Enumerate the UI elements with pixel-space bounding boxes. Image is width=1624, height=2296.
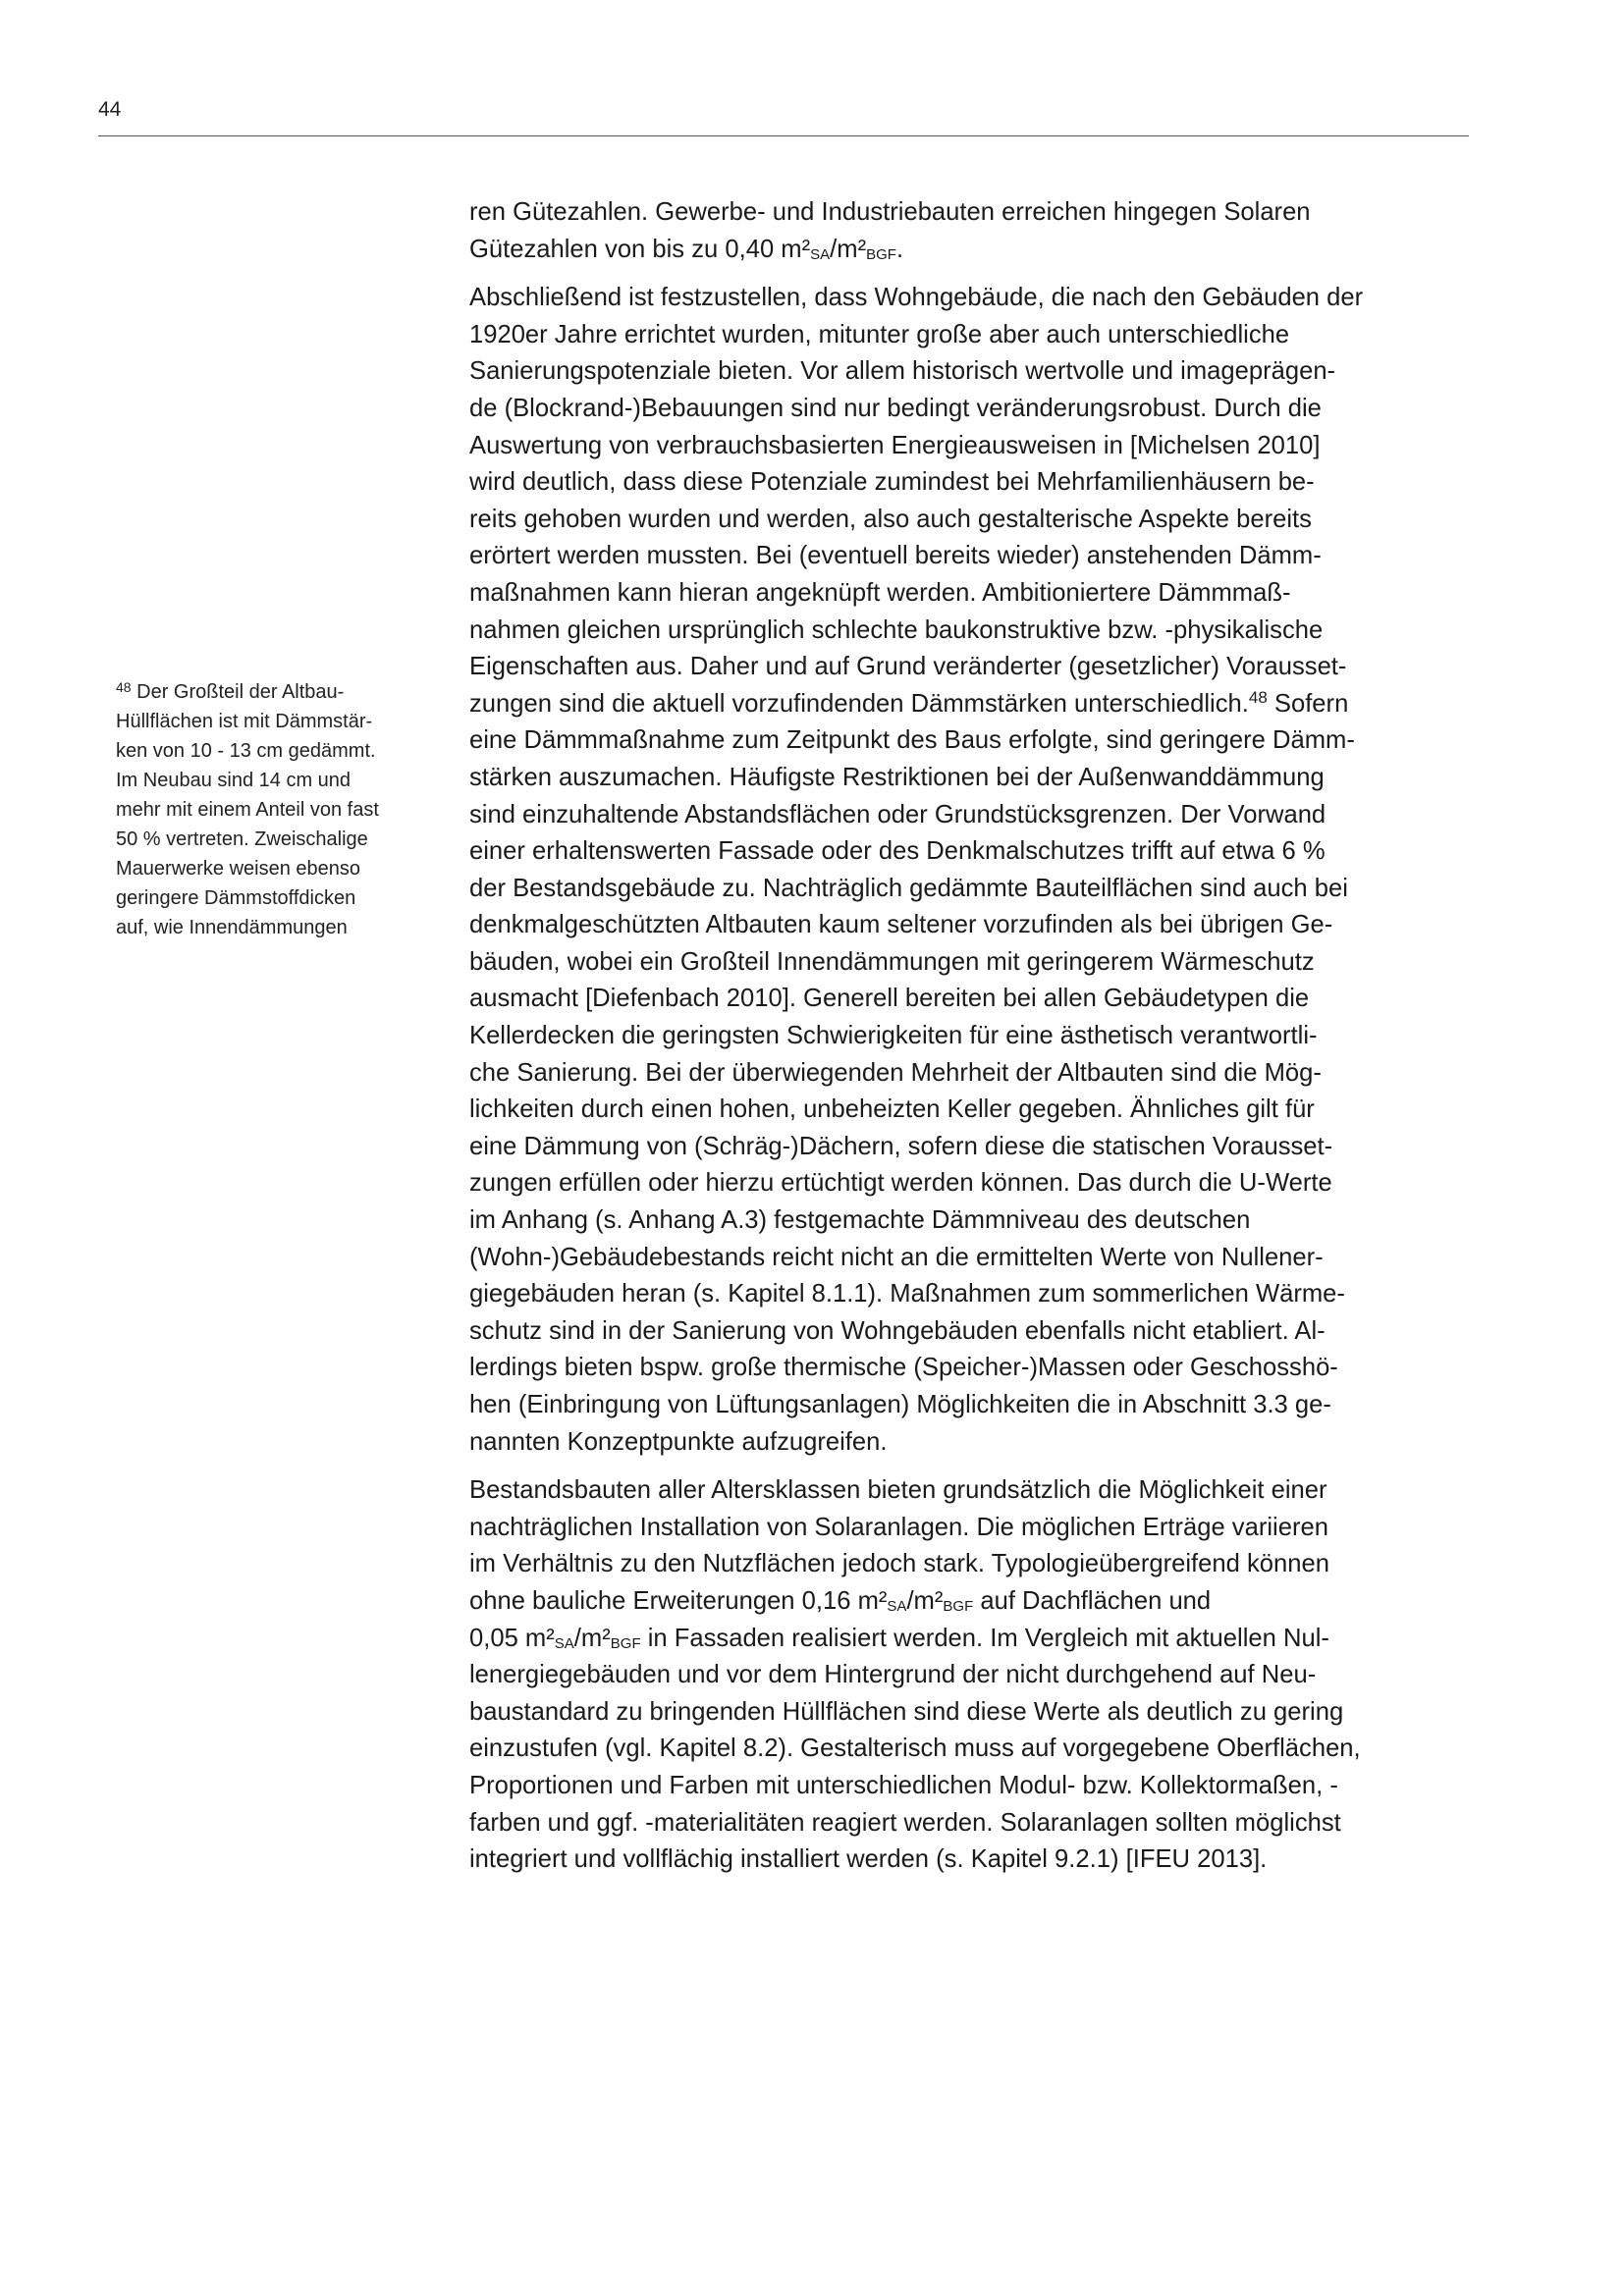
sidenote-text: Der Großteil der Altbau- Hüllflächen ist mit Dämmstär- ken von 10 - 13 cm gedämmt. Im Neubau sind 14 cm und mehr mit einem Anteil von fast 50 % vertreten. Zweischalige Mauerwerke weisen ebenso geringere Dämmstoffdicken auf, wie Innendämmungen <box>116 681 379 938</box>
paragraph-2-text-b: Sofern eine Dämmmaßnahme zum Zeitpunkt des Baus erfolgte, sind geringere Dämm- stärken auszumachen. Häufigste Restriktionen bei der Außenwanddämmung sind einzuhaltende Abstandsflächen oder Grundstücksgrenzen. Der Vorwand einer erhaltenswerten Fassade oder des Denkmalschutzes trifft auf etwa 6 % der Bestandsgebäude zu. Nachträglich gedämmte Bauteilflächen sind auch bei denkmalgeschützten Altbauten kaum seltener vorzufinden als bei übrigen Ge- bäuden, wobei ein Großteil Innendämmungen mit geringerem Wärmeschutz ausmacht [Diefenbach 2010]. Generell bereiten bei allen Gebäudetypen die Kellerdecken die geringsten Schwierigkeiten für eine ästhetisch verantwortli- che Sanierung. Bei der überwiegenden Mehrheit der Altbauten sind die Mög- lichkeiten durch einen hohen, unbeheizten Keller gegeben. Ähnliches gilt für eine Dämmung von (Schräg-)Dächern, sofern diese die statischen Vorausset- zungen erfüllen oder hierzu ertüchtigt werden können. Das durch die U-Werte im Anhang (s. Anhang A.3) festgemachte Dämmniveau des deutschen (Wohn-)Gebäudebestands reicht nicht an die ermittelten Werte von Nullener- giegebäuden heran (s. Kapitel 8.1.1). Maßnahmen zum sommerlichen Wärme- schutz sind in der Sanierung von Wohngebäuden ebenfalls nicht etabliert. Al- lerdings bieten bspw. große thermische (Speicher-)Massen oder Geschosshö- hen (Einbringung von Lüftungsanlagen) Möglichkeiten die in Abschnitt 3.3 ge- nannten Konzeptpunkte aufzugreifen. <box>469 689 1355 1456</box>
paragraph-1-text-c: . <box>895 235 904 263</box>
paragraph-2 <box>469 280 1471 1461</box>
paragraph-1-text-b: /m² <box>830 235 867 263</box>
main-text-column <box>469 194 1471 1879</box>
subscript-bgf: BGF <box>866 245 896 263</box>
paragraph-3 <box>469 1472 1471 1879</box>
sidenote-marker: 48 <box>116 679 132 695</box>
paragraph-3-text-d: /m² <box>573 1624 611 1652</box>
footnote-ref-48[interactable]: 48 <box>1248 687 1268 707</box>
paragraph-3-text-b: /m² <box>906 1586 944 1615</box>
page-number: 44 <box>98 98 122 121</box>
subscript-bgf: BGF <box>943 1597 974 1615</box>
sidenote-footnote-48 <box>116 677 442 942</box>
paragraph-3-text-e: in Fassaden realisiert werden. Im Vergleich mit aktuellen Nul- lenergiegebäuden und vor dem Hintergrund der nicht durchgehend auf Neu- baustandard zu bringenden Hüllflächen sind diese Werte als deutlich zu gering einzustufen (vgl. Kapitel 8.2). Gestalterisch muss auf vorgegebene Oberflächen, Proportionen und Farben mit unterschiedlichen Modul- bzw. Kollektormaßen, - farben und ggf. -materialitäten reagiert werden. Solaranlagen sollten möglichst integriert und vollflächig installiert werden (s. Kapitel 9.2.1) [IFEU 2013]. <box>469 1624 1361 1874</box>
subscript-bgf: BGF <box>610 1634 641 1652</box>
paragraph-1 <box>469 194 1471 268</box>
subscript-sa: SA <box>554 1634 574 1652</box>
subscript-sa: SA <box>810 245 831 263</box>
paragraph-2-text-a: Abschließend ist festzustellen, dass Wohngebäude, die nach den Gebäuden der 1920er Jahre errichtet wurden, mitunter große aber auch unterschiedliche Sanierungspotenziale bieten. Vor allem historisch wertvolle und imageprägen- de (Blockrand-)Bebauungen sind nur bedingt veränderungsrobust. Durch die Auswertung von verbrauchsbasierten Energieausweisen in [Michelsen 2010] wird deutlich, dass diese Potenziale zumindest bei Mehrfamilienhäusern be- reits gehoben wurden und werden, also auch gestalterische Aspekte bereits erörtert werden mussten. Bei (eventuell bereits wieder) anstehenden Dämm- maßnahmen kann hieran angeknüpft werden. Ambitioniertere Dämmmaß- nahmen gleichen ursprünglich schlechte baukonstruktive bzw. -physikalische Eigenschaften aus. Daher und auf Grund veränderter (gesetzlicher) Vorausset- zungen sind die aktuell vorzufindenden Dämmstärken unterschiedlich. <box>469 284 1364 718</box>
header-rule <box>98 135 1469 136</box>
paragraph-3-text-c: auf Dachflächen und 0,05 m² <box>469 1586 1212 1652</box>
paragraph-1-text-a: ren Gütezahlen. Gewerbe- und Industriebauten erreichen hingegen Solaren Gütezahlen von bis zu 0,40 m² <box>469 198 1311 263</box>
paragraph-3-text-a: Bestandsbauten aller Altersklassen bieten grundsätzlich die Möglichkeit einer nachträglichen Installation von Solaranlagen. Die möglichen Erträge variieren im Verhältnis zu den Nutzflächen jedoch stark. Typologieübergreifend können ohne bauliche Erweiterungen 0,16 m² <box>469 1476 1329 1615</box>
subscript-sa: SA <box>887 1597 907 1615</box>
